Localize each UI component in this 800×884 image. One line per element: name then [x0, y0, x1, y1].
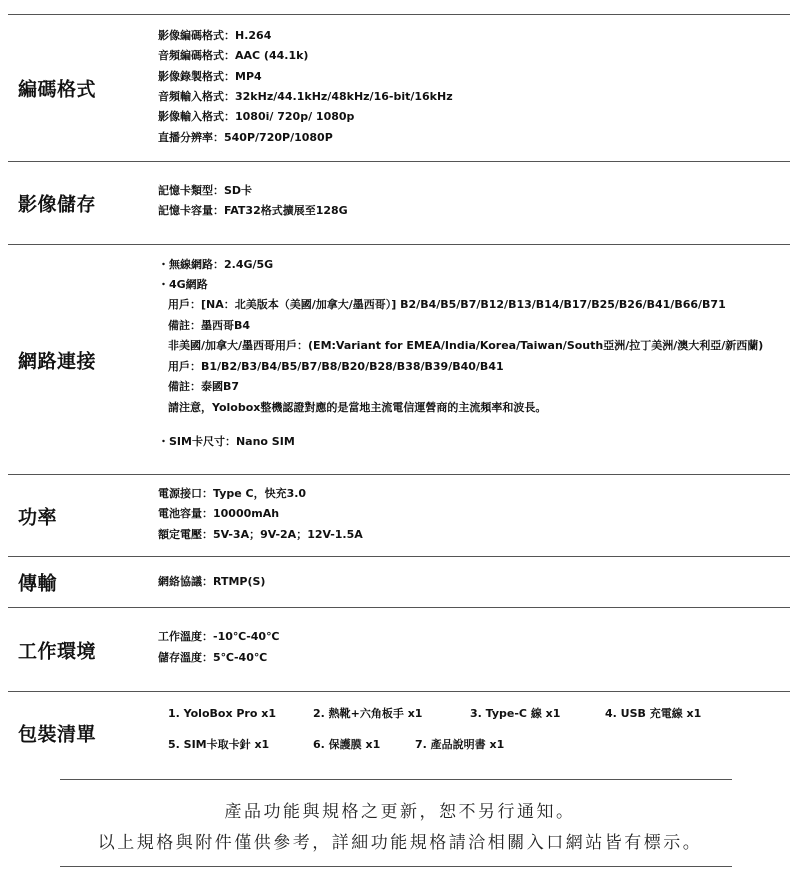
row-content — [158, 572, 265, 592]
spec-line: 用戶：B1/B2/B3/B4/B5/B7/B8/B20/B28/B38/B39/B40/B41 — [168, 359, 504, 373]
spec-line: 記憶卡類型：SD卡 — [158, 183, 253, 197]
spec-row-environment — [8, 607, 790, 691]
spec-table — [8, 14, 790, 773]
spec-line: 網絡協議：RTMP(S) — [158, 574, 266, 588]
package-item: 5. SIM卡取卡針 x1 — [168, 738, 270, 751]
row-label: 網路連接 — [18, 350, 97, 372]
row-content — [158, 484, 363, 545]
footer-top-divider — [60, 779, 732, 780]
spec-row-network — [8, 244, 790, 474]
package-item: 1. YoloBox Pro x1 — [168, 706, 276, 720]
spec-line: 音頻輸入格式：32kHz/44.1kHz/48kHz/16-bit/16kHz — [158, 90, 453, 103]
package-item: 6. 保護膜 x1 — [313, 738, 381, 751]
spec-line: ・SIM卡尺寸：Nano SIM — [158, 434, 295, 448]
row-label: 影像儲存 — [18, 193, 97, 216]
spec-line: 備註：泰國B7 — [168, 380, 240, 394]
row-content — [158, 255, 763, 453]
spec-line: 備註：墨西哥B4 — [168, 318, 251, 332]
footer-bottom-divider — [60, 866, 732, 867]
spec-row-encoding — [8, 14, 790, 161]
spec-line: ・4G網路 — [158, 278, 208, 292]
spec-line: 儲存溫度：5℃-40℃ — [158, 650, 268, 664]
spec-row-transmission — [8, 556, 790, 607]
spec-line: 音頻編碼格式：AAC (44.1k) — [158, 49, 309, 63]
spec-row-storage — [8, 161, 790, 244]
package-item: 3. Type-C 線 x1 — [470, 706, 561, 720]
spec-row-package — [8, 691, 790, 773]
row-label: 傳輸 — [18, 572, 58, 595]
row-content — [158, 181, 348, 222]
spec-line: 非美國/加拿大/墨西哥用戶：(EM:Variant for EMEA/India/Korea/Taiwan/South亞洲/拉丁美洲/澳大利亞/新西蘭) — [168, 339, 764, 353]
spec-line: 影像輸入格式：1080i/ 720p/ 1080p — [158, 110, 355, 124]
row-label: 編碼格式 — [18, 78, 97, 101]
row-label: 工作環境 — [18, 640, 97, 662]
spec-line: 請注意，Yolobox整機認證對應的是當地主流電信運營商的主流頻率和波長。 — [168, 400, 547, 414]
spec-line: 額定電壓：5V-3A；9V-2A；12V-1.5A — [158, 527, 363, 541]
spec-line: 影像編碼格式：H.264 — [158, 28, 272, 42]
spec-line: 工作溫度：-10℃-40℃ — [158, 630, 280, 644]
package-list — [168, 704, 701, 756]
spec-row-power — [8, 474, 790, 556]
spec-line: 影像錄製格式：MP4 — [158, 69, 262, 83]
row-label: 功率 — [18, 506, 58, 528]
row-content — [158, 627, 279, 668]
footer-notice-line1: 產品功能與規格之更新，恕不另行通知。 — [224, 802, 576, 822]
package-item: 4. USB 充電線 x1 — [605, 706, 702, 720]
row-label: 包裝清單 — [18, 723, 97, 745]
package-item: 2. 熱靴+六角板手 x1 — [313, 706, 423, 720]
spec-line: 電池容量：10000mAh — [158, 507, 280, 521]
spec-line: 直播分辨率：540P/720P/1080P — [158, 130, 333, 144]
package-item: 7. 產品說明書 x1 — [415, 738, 505, 751]
row-content — [158, 26, 453, 148]
footer-notice-line2: 以上規格與附件僅供參考，詳細功能規格請洽相關入口網站皆有標示。 — [97, 833, 703, 853]
spacer — [158, 418, 763, 432]
spec-line: ・無線網路：2.4G/5G — [158, 257, 274, 271]
spec-line: 電源接口：Type C，快充3.0 — [158, 486, 307, 500]
spec-line: 記憶卡容量：FAT32格式擴展至128G — [158, 204, 348, 217]
spec-line: 用戶：[NA：北美版本（美國/加拿大/墨西哥）] B2/B4/B5/B7/B12/B13/B14/B17/B25/B26/B41/B66/B71 — [168, 298, 726, 312]
